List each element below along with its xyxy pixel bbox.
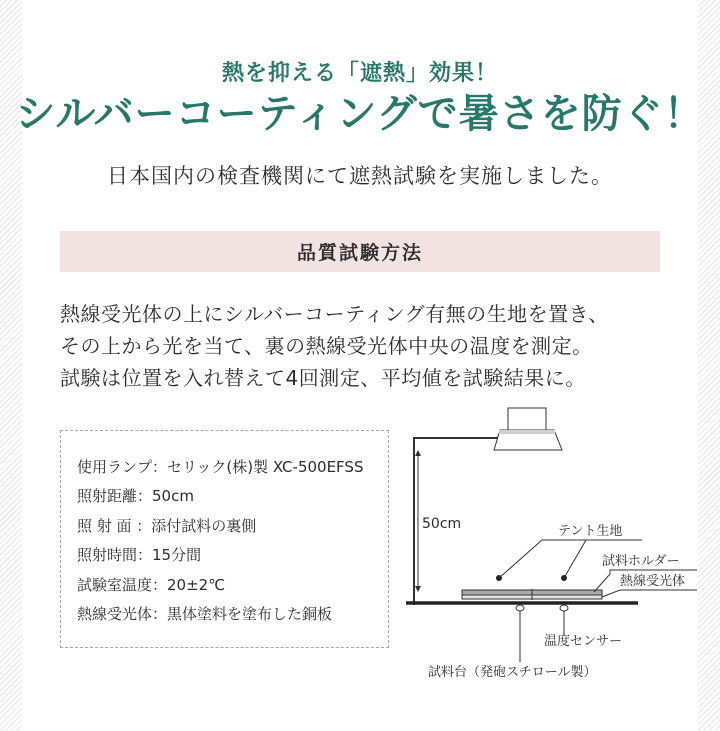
holder-label: 試料ホルダー bbox=[602, 554, 680, 569]
lamp-icon bbox=[494, 408, 562, 450]
spec-room-temp: 試験室温度：20±2℃ bbox=[77, 575, 226, 594]
method-description bbox=[60, 298, 680, 394]
distance-indicator bbox=[415, 450, 421, 592]
tent-leader bbox=[564, 540, 586, 578]
test-setup-diagram bbox=[398, 400, 698, 690]
spec-surface: 照 射 面 ：添付試料の裏側 bbox=[77, 516, 257, 535]
spec-receiver: 熱線受光体：黒体塗料を塗布した銅板 bbox=[77, 605, 333, 624]
tent-label: テント生地 bbox=[558, 524, 623, 539]
holder-leader bbox=[594, 574, 610, 592]
section-title: 品質試験方法 bbox=[296, 242, 423, 264]
spec-distance: 照射距離：50cm bbox=[77, 487, 194, 506]
intro-text: 日本国内の検査機関にて遮熱試験を実施しました。 bbox=[107, 164, 613, 188]
spec-time: 照射時間：15分間 bbox=[77, 546, 202, 565]
receiver-leader bbox=[602, 590, 697, 597]
method-line: 試験は位置を入れ替えて4回測定、平均値を試験結果に。 bbox=[60, 366, 586, 390]
distance-label: 50cm bbox=[422, 516, 462, 532]
method-line: 熱線受光体の上にシルバーコーティング有無の生地を置き、 bbox=[60, 302, 609, 326]
section-title-band bbox=[60, 231, 660, 272]
spec-box bbox=[60, 430, 389, 648]
sample-assembly bbox=[462, 589, 602, 600]
method-line: その上から光を当て、裏の熱線受光体中央の温度を測定。 bbox=[60, 334, 593, 358]
receiver-label: 熱線受光体 bbox=[620, 574, 686, 589]
spec-lamp: 使用ランプ：セリック(株)製 XC-500EFSS bbox=[77, 458, 364, 476]
sensor-label: 温度センサー bbox=[544, 634, 623, 649]
stand-label: 試料台（発砲スチロール製） bbox=[428, 665, 597, 680]
headline: シルバーコーティングで暑さを防ぐ！ bbox=[15, 91, 705, 137]
tagline: 熱を抑える「遮熱」効果！ bbox=[221, 61, 498, 86]
sensor-icon bbox=[560, 605, 568, 611]
sensor-icon bbox=[516, 605, 524, 611]
